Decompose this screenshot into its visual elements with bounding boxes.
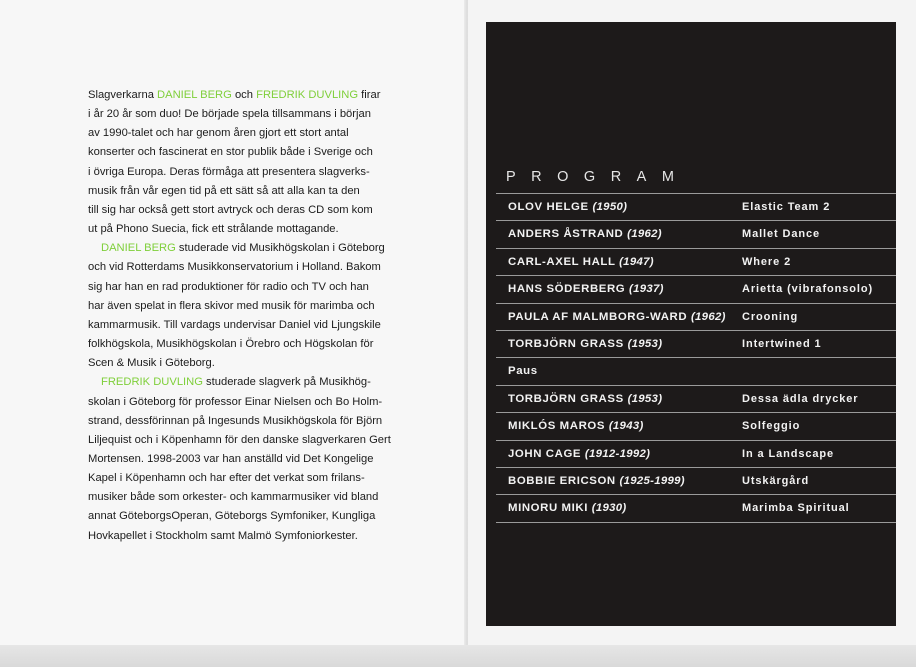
bio-text: i övriga Europa. Deras förmåga att presentera slagverks- xyxy=(88,165,370,178)
composer-cell xyxy=(508,228,662,240)
composer-name: PAULA AF MALMBORG-WARD xyxy=(508,310,688,323)
bio-line xyxy=(88,239,388,258)
bio-line xyxy=(88,278,388,297)
composer-cell xyxy=(508,420,644,432)
composer-years: (1930) xyxy=(591,502,627,515)
biography-text xyxy=(88,86,391,546)
artist-name: DANIEL BERG xyxy=(101,242,176,255)
composer-name: CARL-AXEL HALL xyxy=(508,255,616,268)
bio-paragraph xyxy=(88,239,388,373)
composer-name: JOHN CAGE xyxy=(508,447,582,460)
work-title: Intertwined 1 xyxy=(742,337,822,350)
composer-years: (1925-1999) xyxy=(619,474,685,487)
composer-years: (1962) xyxy=(690,310,726,323)
work-title: Elastic Team 2 xyxy=(742,201,831,213)
bio-paragraph xyxy=(88,373,391,545)
program-row xyxy=(496,468,896,495)
work-title: Solfeggio xyxy=(742,420,801,433)
bio-line xyxy=(88,258,388,277)
bio-text: Scen & Musik i Göteborg. xyxy=(88,357,215,370)
bio-text: strand, dessförinnan på Ingesunds Musikhögskola för Björn xyxy=(88,414,383,427)
program-row xyxy=(496,441,896,468)
program-row xyxy=(496,221,896,248)
composer-years: (1947) xyxy=(619,255,654,268)
bio-text: folkhögskola, Musikhögskolan i Örebro och Högskolan för xyxy=(88,338,374,351)
composer-years: (1953) xyxy=(627,337,663,350)
composer-name: OLOV HELGE xyxy=(508,201,589,213)
bio-line xyxy=(88,488,388,507)
bio-text: i år 20 år som duo! De började spela tillsammans i början xyxy=(88,108,371,121)
program-heading: PROGRAM xyxy=(506,169,690,185)
bio-text: av 1990-talet och har genom åren gjort ett stort antal xyxy=(88,127,349,140)
bio-text: och vid Rotterdams Musikkonservatorium i Holland. Bakom xyxy=(88,261,381,274)
composer-cell xyxy=(508,448,650,460)
work-title: Mallet Dance xyxy=(742,228,821,241)
artist-name: DANIEL BERG xyxy=(157,89,232,101)
work-title: Utskärgård xyxy=(742,474,810,487)
composer-years: (1962) xyxy=(627,228,662,241)
bio-text: Mortensen. 1998-2003 var han anställd vid Det Kongelige xyxy=(88,452,374,465)
bio-text: har även spelat in flera skivor med musik för marimba och xyxy=(88,299,375,312)
bio-line xyxy=(88,373,388,392)
composer-cell xyxy=(508,365,538,377)
composer-name: MINORU MIKI xyxy=(508,502,588,515)
bio-text: annat GöteborgsOperan, Göteborgs Symfoniker, Kungliga xyxy=(88,510,376,523)
work-title: Arietta (vibrafonsolo) xyxy=(742,283,874,296)
composer-years: (1943) xyxy=(608,420,644,433)
composer-name: BOBBIE ERICSON xyxy=(508,474,616,487)
program-row xyxy=(496,331,896,358)
composer-name: Paus xyxy=(508,365,538,378)
bio-line xyxy=(88,431,391,450)
left-page xyxy=(0,0,466,648)
work-title: Where 2 xyxy=(742,255,792,268)
artist-name: FREDRIK DUVLING xyxy=(101,376,203,389)
composer-name: MIKLÓS MAROS xyxy=(508,420,606,433)
composer-cell xyxy=(508,393,662,405)
bio-text: skolan i Göteborg för professor Einar Nielsen och Bo Holm- xyxy=(88,395,383,408)
bio-line xyxy=(88,335,388,354)
bio-line xyxy=(88,297,388,316)
composer-years: (1950) xyxy=(592,201,628,213)
bio-text: sig har han en rad produktioner för radio och TV och han xyxy=(88,280,369,293)
bio-text: Hovkapellet i Stockholm samt Malmö Symfoniorkester. xyxy=(88,529,358,542)
bio-text: ut på Phono Suecia, fick ett strålande mottagande. xyxy=(88,223,339,236)
work-title: Crooning xyxy=(742,310,799,323)
composer-cell xyxy=(508,311,726,323)
program-row xyxy=(496,194,896,221)
program-row xyxy=(496,249,896,276)
bio-line xyxy=(88,412,388,431)
bio-text: studerade slagverk på Musikhög- xyxy=(202,376,371,389)
bio-text: studerade vid Musikhögskolan i Göteborg xyxy=(175,242,385,255)
program-row xyxy=(496,386,896,413)
bio-text: Liljequist och i Köpenhamn för den danske slagverkaren Gert xyxy=(88,433,391,446)
program-panel xyxy=(486,22,896,626)
composer-cell xyxy=(508,283,664,295)
work-title: Dessa ädla drycker xyxy=(742,392,859,405)
work-title: In a Landscape xyxy=(742,447,835,460)
composer-cell xyxy=(508,201,627,213)
bio-text: kammarmusik. Till vardags undervisar Daniel vid Ljungskile xyxy=(88,318,381,331)
composer-cell xyxy=(508,475,685,487)
bio-text: och xyxy=(231,89,257,101)
bio-line xyxy=(88,163,388,182)
bio-line xyxy=(88,469,388,488)
bio-line xyxy=(88,124,388,143)
bio-line xyxy=(88,105,388,124)
bio-text: Kapel i Köpenhamn och har efter det verkat som frilans- xyxy=(88,472,365,485)
bio-line xyxy=(88,86,388,105)
bio-text: firar xyxy=(358,89,381,101)
program-row xyxy=(496,495,896,522)
bio-line xyxy=(88,201,388,220)
bio-line xyxy=(88,182,388,201)
program-list xyxy=(496,193,896,523)
bio-text: musiker både som orkester- och kammarmusiker vid bland xyxy=(88,491,379,504)
bio-line xyxy=(88,354,388,373)
composer-cell xyxy=(508,338,662,350)
composer-name: HANS SÖDERBERG xyxy=(508,283,626,296)
bio-line xyxy=(88,316,388,335)
bio-line xyxy=(88,393,388,412)
program-row xyxy=(496,413,896,440)
bio-line xyxy=(88,507,388,526)
bio-text: Slagverkarna xyxy=(88,89,158,101)
artist-name: FREDRIK DUVLING xyxy=(256,89,359,101)
composer-name: TORBJÖRN GRASS xyxy=(508,392,624,405)
work-title: Marimba Spiritual xyxy=(742,502,850,515)
program-row xyxy=(496,358,896,385)
composer-years: (1937) xyxy=(629,283,664,296)
composer-years: (1953) xyxy=(627,392,663,405)
composer-cell xyxy=(508,502,627,514)
composer-cell xyxy=(508,256,654,268)
composer-name: TORBJÖRN GRASS xyxy=(508,337,624,350)
bio-line xyxy=(88,143,388,162)
program-row xyxy=(496,304,896,331)
composer-name: ANDERS ÅSTRAND xyxy=(508,228,624,241)
bio-line xyxy=(88,220,388,239)
bio-text: musik från vår egen tid på ett sätt så att alla kan ta den xyxy=(88,184,360,197)
bio-line xyxy=(88,527,388,546)
bio-text: konserter och fascinerat en stor publik både i Sverige och xyxy=(88,146,373,159)
scan-edge xyxy=(0,645,916,667)
bio-text: till sig har också gett stort avtryck och deras CD som kom xyxy=(88,203,373,216)
bio-line xyxy=(88,450,388,469)
bio-paragraph xyxy=(88,86,388,239)
composer-years: (1912-1992) xyxy=(584,447,651,460)
program-row xyxy=(496,276,896,303)
